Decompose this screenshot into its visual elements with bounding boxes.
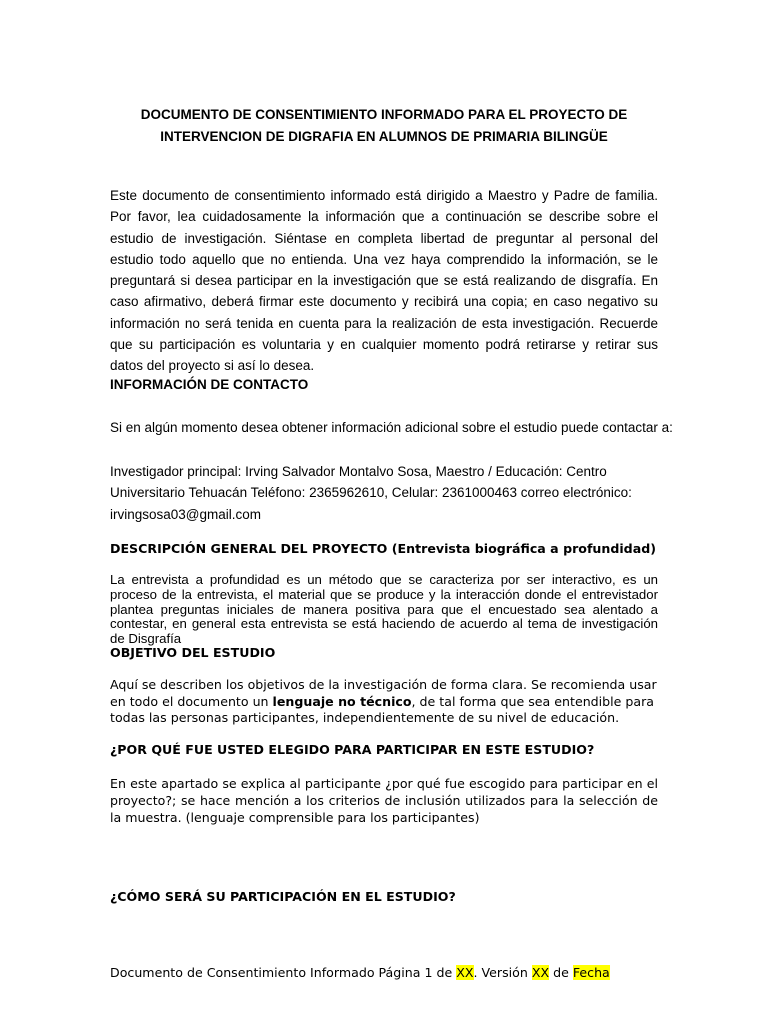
- footer-version-label: . Versión: [473, 965, 532, 980]
- intro-paragraph: Este documento de consentimiento informado está dirigido a Maestro y Padre de familia. Por favor, lea cuidadosamente la información que a continuación se describe sobre el estudio de investigación. Siéntase en completa libertad de preguntar al personal del estudio todo aquello que no entienda. Una vez haya comprendido la información, se le preguntará si desea participar en la investigación que se está realizando de disgrafía. En caso afirmativo, deberá firmar este documento y recibirá una copia; en caso negativo su información no será tenida en cuenta para la realización de esta investigación. Recuerde que su participación es voluntaria y en cualquier momento podrá retirarse y retirar sus datos del proyecto si así lo desea.: [110, 188, 658, 374]
- objective-text-start: Aquí se describen los objetivos de la investigación de forma clara. Se recomienda usar en todo el documento un: [110, 677, 657, 709]
- footer-de: de: [549, 965, 573, 980]
- investigator-line-1: Investigador principal: Irving Salvador Montalvo Sosa, Maestro / Educación: Centro: [110, 464, 607, 479]
- description-heading: DESCRIPCIÓN GENERAL DEL PROYECTO (Entrevista biográfica a profundidad): [110, 541, 656, 556]
- investigator-info: [110, 461, 658, 525]
- description-paragraph: La entrevista a profundidad es un método que se caracteriza por ser interactivo, es un proceso de la entrevista, el material que se produce y la interacción donde el entrevistador plantea preguntas iniciales de manera positiva para que el encuestado sea alentado a contestar, en general esta entrevista se está haciendo de acuerdo al tema de investigación de Disgrafía: [110, 572, 658, 647]
- objective-paragraph: [110, 677, 658, 727]
- footer-total-pages: XX: [456, 965, 474, 980]
- why-paragraph: En este apartado se explica al participante ¿por qué fue escogido para participar en el proyecto?; se hace mención a los criterios de inclusión utilizados para la selección de la muestra. (lenguaje comprensible para los participantes): [110, 776, 658, 825]
- footer-date: Fecha: [572, 965, 610, 980]
- why-heading: ¿POR QUÉ FUE USTED ELEGIDO PARA PARTICIPAR EN ESTE ESTUDIO?: [110, 742, 595, 757]
- title-line-1: DOCUMENTO DE CONSENTIMIENTO INFORMADO PARA EL PROYECTO DE: [140, 107, 628, 122]
- objective-text-bold: lenguaje no técnico: [272, 693, 412, 709]
- objective-text-end: , de tal forma que sea entendible para todas las personas participantes, independientemente de su nivel de educación.: [110, 693, 655, 725]
- how-heading: ¿CÓMO SERÁ SU PARTICIPACIÓN EN EL ESTUDIO?: [110, 889, 456, 904]
- investigator-email: irvingsosa03@gmail.com: [110, 506, 262, 522]
- page-footer: [110, 965, 610, 980]
- title-line-2: INTERVENCION DE DIGRAFIA EN ALUMNOS DE PRIMARIA BILINGÜE: [160, 129, 608, 144]
- footer-prefix: Documento de Consentimiento Informado Página 1 de: [110, 965, 457, 980]
- contact-heading: INFORMACIÓN DE CONTACTO: [110, 377, 309, 392]
- document-title: [110, 104, 658, 148]
- contact-text: Si en algún momento desea obtener información adicional sobre el estudio puede contactar a:: [110, 420, 673, 435]
- investigator-line-2: Universitario Tehuacán Teléfono: 2365962610, Celular: 2361000463 correo electrónico:: [110, 485, 632, 501]
- objective-heading: OBJETIVO DEL ESTUDIO: [110, 645, 276, 660]
- footer-version: XX: [531, 965, 550, 980]
